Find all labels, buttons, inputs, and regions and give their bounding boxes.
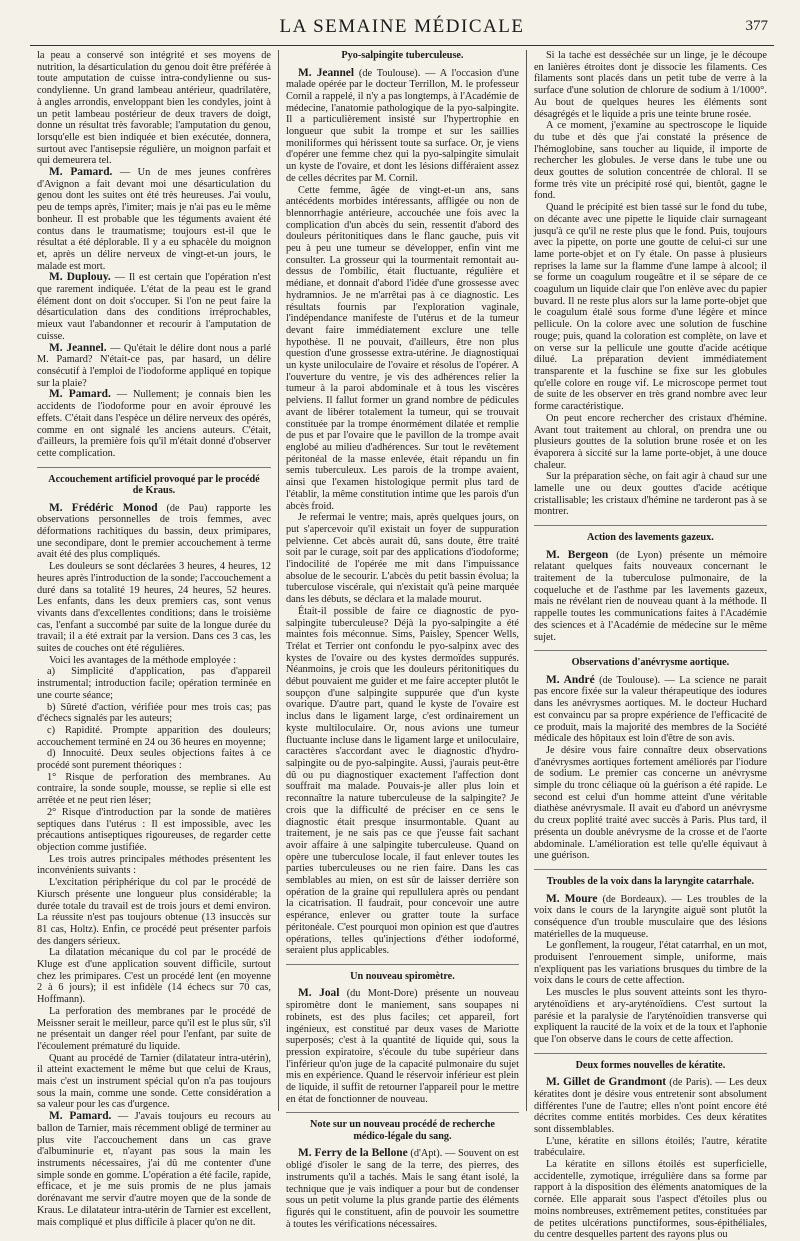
paragraph: la peau a conservé son intégrité et ses moyens de nutrition, la désarticulation du genou doit être préférée à toute amputation de cuisse intra-condylienne ou sus-condylienne. Un grand lambeau antérieur, quadrilatère, à angles arrondis, enveloppant bien les condyles, joint à un petit lambeau postérieur de deux travers de doigt, donne un résultat très favorable; l'amputation du genou, lorsqu'elle est bien indiquée et bien exécutée, donnera, surtout avec l'antisepsie régulière, un moignon parfait et qui demeurera tel. <box>37 50 271 167</box>
section-divider <box>534 650 767 651</box>
paragraph <box>534 1077 767 1136</box>
paragraph-text: — J'avais toujours eu recours au ballon de Tarnier, mais récemment obligé de terminer au plus vite l'accouchement dans un cas grave d'albuminurie et, n'ayant pas sous la main les instruments nécessaires, j'ai dû me contenter d'une simple sonde en gomme. L'opération a été facile, rapide, efficace, et je me suis promis de ne plus jamais dorénavant me servir d'autre moyen que de la sonde de Kraus. Le dilatateur intra-utérin de Tarnier est excellent, mais compliqué et plus difficile à placer qu'on ne dit. <box>37 1111 271 1228</box>
paragraph: Je désire vous faire connaître deux observations d'anévrysmes aortiques fortement améliorés par l'iodure de sodium. Le premier cas concerne un anévrysme simple du tronc céliaque où la guérison a été rapide. Le second est celui d'un homme atteint d'une véritable diathèse anévrysmale. Il avait eu d'abord un anévrysme du creux poplité traité avec succès à Paris. Plus tard, il présenta un double anévrysme de la crosse et de l'aorte abdominale. L'amélioration est telle qu'elle équivaut à une guérison. <box>533 744 767 862</box>
paragraph: Les muscles le plus souvent atteints sont les thyro-aryténoïdiens et ary-aryténoïdiens. C'est surtout la parésie et la paralysie de l'aryténoïdien transverse qui expliquent la raucité de la voix et de la toux et l'aphonie que l'on observe dans le cours de cette affection. <box>533 987 767 1045</box>
paragraph: Voici les avantages de la méthode employée : <box>49 654 237 666</box>
paragraph-text: (de Pau) rapporte les observations personnelles de trois femmes, avec déformations rachitiques du bassin, deux primipares, une secondipare, dont le premier accouchement à terme avait été des plus compliqués. <box>37 502 271 561</box>
paragraph <box>37 389 271 459</box>
paragraph: Le gonflement, la rougeur, l'état catarrhal, en un mot, produisent l'enrouement simple, uniforme, mais n'expliquent pas les variations brusques du timbre de la voix dans le cours de cette affection. <box>533 940 767 987</box>
journal-title: LA SEMAINE MÉDICALE <box>279 16 525 37</box>
column-3 <box>526 50 774 1241</box>
paragraph: Sur la préparation sèche, on fait agir à chaud sur une lamelle une ou deux gouttes d'acide acétique cristallisable; les cristaux d'hémine ne tarderont pas à se montrer. <box>533 471 767 518</box>
speaker-name: M. Pamard. <box>49 388 111 401</box>
list-item: d) Innocuité. Deux seules objections faites à ce procédé sont purement théoriques : <box>37 748 271 772</box>
page-number: 377 <box>745 18 768 34</box>
section-heading: Un nouveau spiromètre. <box>350 970 455 982</box>
paragraph: Cette femme, âgée de vingt-et-un ans, sans antécédents morbides intéressants, affligée ou non de blennorrhagie antérieure, accouchée une fois avec la complication d'un abcès du sein, ressentit d'abord des douleurs péritonitiques dans le flanc gauche, puis vit peu à peu une tumeur se développer, enfin vint me consulter. La grosseur qui la tourmentait remontait au-dessus de l'ombilic, était fluctuante, régulière et médiane, et donnait d'abord l'idée d'une grossesse avec hydramnios. Je ne m'arrêtai pas à ce diagnostic. Les résultats fournis par l'exploration vaginale, l'indépendance manifeste de l'utérus et de la tumeur devant faire immédiatement exclure une telle hypothèse. Il ne pouvait, d'ailleurs, être non plus question d'une grossesse extra-utérine. Je diagnostiquai un kyste uniloculaire de l'ovaire et résolus de l'opérer. A l'ouverture du ventre, je vis des adhérences relier la tumeur à la paroi abdominale et à tous les viscères pelviens. Il fallut former un grand nombre de pédicules avant de libérer totalement la tumeur, qui se trouvait constituée par la trompe énormément dilatée et remplie de pus et par l'ovaire que le pavillon de la trompe avait englobé au milieu d'adhérences. Sur tout le revêtement péritonéal de la masse enlevée, était répandu un fin semis tuberculeux. Les parois de la trompe avaient, ainsi que l'examen histologique permit plus tard de l'établir, la même constitution intime que les parois d'un abcès froid. <box>285 184 519 512</box>
paragraph <box>534 550 767 644</box>
section-heading: Action des lavements gazeux. <box>587 532 714 544</box>
paragraph-text: — Nullement; je connais bien les accidents de l'iodoforme pour en avoir éprouvé les effets. C'était dans l'espèce un délire nerveux des opérés, comme en ont signalé les anciens auteurs. C'était, d'ailleurs, la première fois qu'il m'était donné d'observer cette complication. <box>37 389 271 459</box>
section-heading: Pyo-salpingite tuberculeuse. <box>341 50 464 61</box>
speaker-name: M. Joal <box>297 987 340 1000</box>
paragraph <box>286 68 519 185</box>
text-columns <box>30 50 774 1241</box>
paragraph <box>37 167 271 272</box>
speaker-name: M. Duplouy. <box>49 271 111 284</box>
paragraph <box>286 1148 519 1230</box>
section-heading: Deux formes nouvelles de kératite. <box>575 1059 726 1071</box>
paragraph: La kératite en sillons étoilés est superficielle, accidentelle, zymotique, irrégulière dans sa forme par rapport à la disposition des éléments anatomiques de la cornée. Elle apparait sous l'aspect d'étoiles plus ou moins nombreuses, extrêmement petites, constituées par de petites ulcérations punctiformes, sous-épithéliales, du centre desquelles partent des rayons plus ou <box>533 1159 767 1241</box>
paragraph-text: — Un de mes jeunes confrères d'Avignon a fait devant moi une désarticulation du genou dont les suites ont été très heureuses. J'ai voulu, peu de temps après, l'imiter; mais je n'ai pas eu le même bonheur. Il est probable que les téguments avaient été contus dans le traumatisme; toujours est-il que le résultat a été déplorable. Il y a eu sphacèle du moignon et, après un délire nerveux de vingt-et-un jours, le malade est mort. <box>37 167 271 272</box>
paragraph-text: (de Toulouse). — A l'occasion d'une malade opérée par le docteur Terrillon, M. le professeur Cornil a rappelé, il n'y a pas longtemps, à l'Académie de médecine, l'anatomie pathologique de la pyo-salpingite. Il a particulièrement insisté sur l'hypertrophie en longueur que subit la trompe et sur les saillies moniliformes qui hérissent toute sa surface. Or, je viens d'opérer une femme chez qui la pyo-salpingite simulait un kyste de l'ovaire, et dont les lésions différaient assez de celles décrites par M. Cornil. <box>285 67 519 184</box>
list-item: 1° Risque de perforation des membranes. Au contraire, la sonde souple, mousse, se replie si elle est arrêtée et ne peut rien léser; <box>37 771 271 807</box>
section-divider <box>37 467 271 468</box>
paragraph: Je refermai le ventre; mais, après quelques jours, on put s'apercevoir qu'il existait un foyer de suppuration pelvienne. Cet abcès aurait dû, sans doute, être traité soit par le curage, soit par des applications d'iodoforme; l'indocilité de l'opérée me mit dans l'impuissance absolue de le secourir. L'abcès du petit bassin évolua; la tuberculose viscérale, qui n'existait qu'à peine marquée dans les débuts, se déclara et la malade mourut. <box>285 512 519 606</box>
section-divider <box>534 1053 767 1054</box>
list-item: b) Sûreté d'action, vérifiée pour mes trois cas; pas d'échecs signalés par les auteurs; <box>37 701 271 725</box>
paragraph-text: — Qu'était le délire dont nous a parlé M. Pamard? N'était-ce pas, par hasard, un délire consécutif à l'emploi de l'iodoforme appliqué en topique sur la plaie? <box>37 342 271 389</box>
section-divider <box>534 525 767 526</box>
paragraph: Quand le précipité est bien tassé sur le fond du tube, on décante avec une pipette le liquide clair surnageant jusqu'à ce qu'il ne reste plus que le fond. Puis, toujours avec la pipette, on porte une goutte de celui-ci sur une lame porte-objet et on l'y étale. On passe à plusieurs reprises la lame sur la flamme d'une lampe à alcool; il se forme un coagulum rougeâtre et il se sépare de ce coagulum un liquide clair que l'on enlève avec du papier buvard. Il ne reste plus alors sur la lame porte-objet que le coagulum étalé sous forme d'une légère et mince pellicule. On la colore avec une solution de fuschine rouge; puis, quand la coloration est complète, on lave et on verse sur la pellicule une goutte d'acide acétique dilué. La préparation devient immédiatement transparente et la fuschine se fixe sur les globules qu'elle colore en rouge vif. Le microscope permet tout de suite de les observer en très grand nombre avec leur forme caractéristique. <box>533 202 767 413</box>
paragraph: La dilatation mécanique du col par le procédé de Kluge est d'une application souvent difficile, surtout chez les primipares. C'est un procédé lent (en moyenne 2 à 6 jours); il est infidèle (14 échecs sur 70 cas, Hoffmann). <box>37 947 271 1006</box>
speaker-name: M. Pamard. <box>49 166 113 179</box>
paragraph-text: (de Lyon) présente un mémoire relatant quelques faits nouveaux concernant le traitement de la tuberculose pulmonaire, de la coqueluche et de l'asthme par les lavements gazeux, mais ne révélant rien de nouveau quant à la méthode. Il rappelle toutes les communications faites à l'Académie des sciences et à l'Académie de médecine sur le même sujet. <box>533 549 767 643</box>
paragraph-text: (d'Apt). — Souvent on est obligé d'isoler le sang de la terre, des pierres, des instruments qu'il a tachés. Mais le sang étant isolé, la technique que je vais indiquer a pour but de condenser sous un petit volume la plus grande partie des éléments figurés qui le constituent, afin de pouvoir les soumettre à toutes les vérifications nécessaires. <box>285 1148 519 1230</box>
paragraph <box>37 272 271 342</box>
speaker-name: M. Jeannel. <box>49 341 107 354</box>
header-rule <box>30 45 774 46</box>
section-heading: Accouchement artificiel provoqué par le procédé de Kraus. <box>48 473 260 497</box>
paragraph <box>37 343 271 390</box>
list-item: c) Rapidité. Prompte apparition des douleurs; accouchement terminé en 24 ou 36 heures en moyenne; <box>37 724 271 748</box>
speaker-name: M. Ferry de la Bellone <box>297 1147 408 1160</box>
speaker-name: M. Jeannel <box>297 66 355 79</box>
paragraph <box>37 503 271 562</box>
section-heading: Note sur un nouveau procédé de recherche médico-légale du sang. <box>310 1119 495 1142</box>
speaker-name: M. Frédéric Monod <box>49 501 158 514</box>
speaker-name: M. André <box>545 673 595 686</box>
speaker-name: M. Moure <box>545 892 598 905</box>
speaker-name: M. Bergeon <box>545 548 609 561</box>
section-divider <box>286 964 519 965</box>
paragraph-text: (de Toulouse). — La science ne parait pas encore fixée sur la valeur thérapeutique des iodures dans les anévrysmes aortiques. M. le docteur Huchard est convaincu par sa propre expérience de l'efficacité de ce produit, mais la majorité des membres de la Société médicale des hôpitaux est loin d'être de son avis. <box>533 674 767 745</box>
paragraph <box>286 988 519 1105</box>
paragraph: Était-il possible de faire ce diagnostic de pyo-salpingite tuberculeuse? Déjà la pyo-salpingite a été maintes fois méconnue. Sims, Paisley, Spencer Wells, Trélat et Terrier ont confondu le pyo-salpinx avec des kystes de l'ovaire ou des kystes dermoïdes suppurés. Néanmoins, je crois que les douleurs péritonitiques du début pouvaient me guider et me faire accepter plutôt le soupçon d'une salpingite suppurée que d'un kyste ovarique. D'autre part, quand le kyste de l'ovaire est inclus dans le ligament large, c'est ordinairement un kyste multiloculaire. Or, nous avions une tumeur fluctuante incluse dans le ligament large et uniloculaire, caractères s'accordant avec le diagnostic d'hydro-salpingite ou de pyo-salpingite. Aussi, j'aurais peut-être dû ou pu diagnostiquer exactement l'affection dont souffrait ma malade. Pouvais-je aller plus loin et reconnaître la nature tuberculeuse de la salpingite? Je crois que la difficulté de préciser en ce sens le diagnostic était presque insurmontable. Quant au traitement, je ne sais pas ce que j'eusse fait sachant avoir affaire à une salpingite tuberculeuse. Quand on opère une tuberculose locale, il faut enlever toutes les parties tuberculeuses ou ne rien faire. Dans les cas semblables au mien, on est sûr de laisser derrière son opération de la graine qui repullulera après ou pendant la cicatrisation. Il faudrait, pour concevoir une autre espérance, enlever ou gratter toute la surface péritonéale. C'est pourquoi mon opinion est que d'autres opérations, telles qu'injections d'éther iodoformé, seraient plus applicables. <box>285 605 519 957</box>
page-header <box>30 0 774 44</box>
paragraph-text: — Il est certain que l'opération n'est que rarement indiquée. L'état de la peau est le grand élément dont on doit s'occuper. Si l'on ne peut faire la désarticulation dans des conditions irréprochables, mieux vaut l'abandonner et recourir à l'amputation de cuisse. <box>37 272 271 342</box>
paragraph: A ce moment, j'examine au spectroscope le liquide du tube et dès que j'ai constaté la présence de l'hémoglobine, sans toucher au liquide, il importe de rechercher les globules. Je verse dans le tube une ou deux gouttes de solution concentrée de chloral. Il se forme très vite un précipité rosé qui, bientôt, gagne le fond. <box>533 120 767 202</box>
column-2 <box>278 50 526 1230</box>
paragraph <box>534 894 767 941</box>
paragraph: Les douleurs se sont déclarées 3 heures, 4 heures, 12 heures après l'introduction de la sonde; l'accouchement a duré dans sa totalité 19 heures, 24 heures, 52 heures. Les enfants, dans les deux premiers cas, sont venus vivants dans d'excellentes conditions; dans le troisième cas, l'enfant a succombé par suite de la longue durée du travail; il a été extrait par la version. Dans ces 3 cas, les suites de couches ont été régulières. <box>37 561 271 655</box>
paragraph: Les trois autres principales méthodes présentent les inconvénients suivants : <box>37 853 271 877</box>
column-1 <box>30 50 278 1228</box>
paragraph <box>37 1111 271 1228</box>
paragraph-text: (du Mont-Dore) présente un nouveau spiromètre dont le maniement, sans soupapes ni robinets, est des plus faciles; cet appareil, fort ingénieux, est constitué par deux vases de Mariotte superposés; c'est à la quantité de liquide qui, sous la pression expiratoire, s'écoule du tube supérieur dans l'inférieur qu'on juge de la capacité pulmonaire du sujet mis en expérience. Quand le réservoir inférieur est plein de liquide, il suffit de retourner l'appareil pour le mettre en état de fonctionner de nouveau. <box>285 988 519 1105</box>
paragraph-text: (de Bordeaux). — Les troubles de la voix dans le cours de la laryngite aiguë sont plutôt la conséquence d'un trouble musculaire que des lésions matérielles de la muqueuse. <box>533 893 767 940</box>
paragraph <box>534 675 767 745</box>
speaker-name: M. Gillet de Grandmont <box>545 1076 667 1089</box>
section-heading: Observations d'anévrysme aortique. <box>571 657 730 669</box>
list-item: 2° Risque d'introduction par la sonde de matières septiques dans l'utérus : Il est impossible, avec les précautions antiseptiques rigoureuses, de regarder cette objection comme justifiée. <box>37 806 271 853</box>
section-divider <box>534 869 767 870</box>
paragraph: Si la tache est desséchée sur un linge, je le découpe en lanières étroites dont je dissocie les filaments. Ces filaments sont placés dans un petit tube de verre à la surface d'une solution de chlorure de sodium à 1/1000°. Au bout de quelques heures les éléments sont désagrégés et le liquide a pris une teinte brune rosée. <box>533 50 767 120</box>
paragraph: Quant au procédé de Tarnier (dilatateur intra-utérin), il atteint exactement le même but que celui de Kraus, mais c'est un instrument spécial qu'on n'a pas toujours sous la main, comme une sonde. Cette considération a sa valeur pour les cas d'urgence. <box>37 1052 271 1111</box>
section-heading: Troubles de la voix dans la laryngite catarrhale. <box>546 876 755 887</box>
paragraph: La perforation des membranes par le procédé de Meissner serait le meilleur, parce qu'il est le plus sûr, s'il ne présentait un danger réel pour l'enfant, par suite de l'écoulement prématuré du liquide. <box>37 1005 271 1052</box>
paragraph: On peut encore rechercher des cristaux d'hémine. Avant tout traitement au chloral, on prendra une ou plusieurs gouttes de la solution brune rosée et on les évaporera à siccité sur la lame porte-objet, à une douce chaleur. <box>533 412 767 471</box>
section-divider <box>286 1112 519 1113</box>
paragraph: L'une, kératite en sillons étoilés; l'autre, kératite trabéculaire. <box>533 1135 767 1159</box>
paragraph: L'excitation périphérique du col par le procédé de Kiursch présente une longueur plus considérable; la durée totale du travail est de trois jours et demi environ. La réussite n'est pas toujours obtenue (13 insuccès sur 81 cas, Holtz). Enfin, ce procédé peut présenter parfois des dangers sérieux. <box>37 877 271 947</box>
list-item: a) Simplicité d'application, pas d'appareil instrumental; introduction facile; opération terminée en une courte séance; <box>37 666 271 701</box>
speaker-name: M. Pamard. <box>49 1110 112 1123</box>
paragraph-text: (de Paris). — Les deux kératites dont je désire vous entretenir sont absolument différentes l'une de l'autre; elles n'ont point encore été décrites comme entités morbides. Ces deux kératites sont dissemblables. <box>533 1077 767 1135</box>
